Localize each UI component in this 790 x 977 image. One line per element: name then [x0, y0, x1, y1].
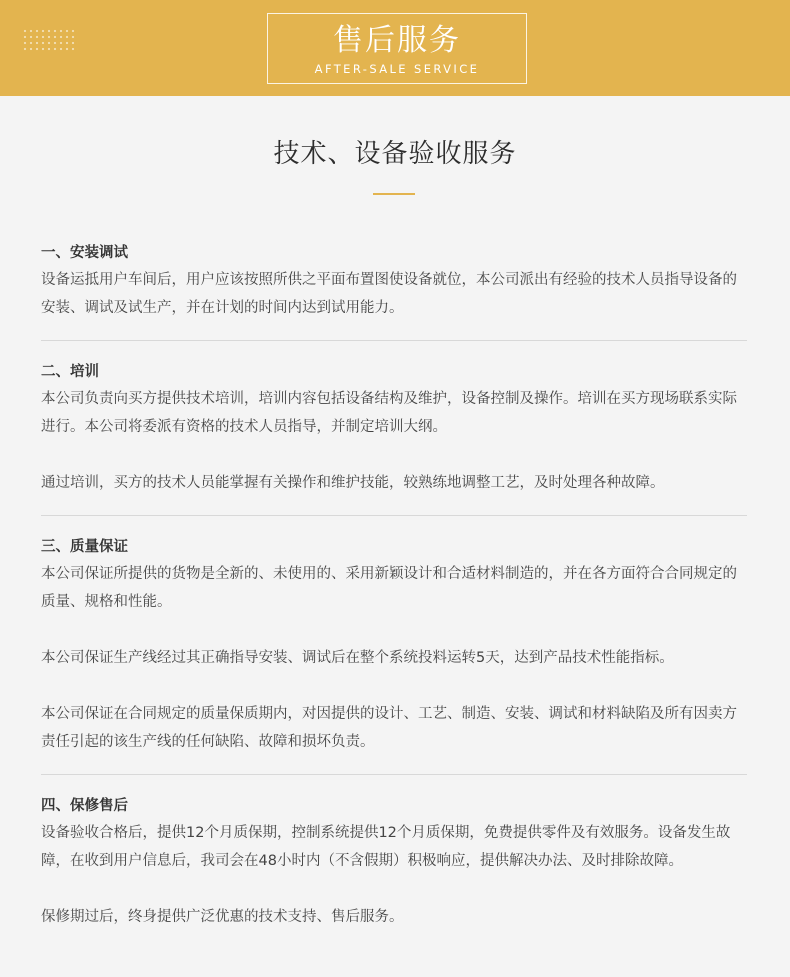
section-paragraph: 保修期过后，终身提供广泛优惠的技术支持、售后服务。	[41, 909, 404, 925]
section-warranty	[41, 774, 747, 949]
section-paragraph: 通过培训，买方的技术人员能掌握有关操作和维护技能，较熟练地调整工艺，及时处理各种故障。	[41, 475, 665, 491]
section-paragraph: 设备运抵用户车间后，用户应该按照所供之平面布置图使设备就位，本公司派出有经验的技术人员指导设备的安装、调试及试生产，并在计划的时间内达到试用能力。	[41, 272, 737, 316]
section-paragraph: 本公司保证生产线经过其正确指导安装、调试后在整个系统投料运转5天，达到产品技术性能指标。	[41, 650, 674, 666]
title-underline	[373, 193, 415, 195]
section-title: 一、安装调试	[41, 245, 128, 261]
section-paragraph: 本公司负责向买方提供技术培训，培训内容包括设备结构及维护，设备控制及操作。培训在买方现场联系实际进行。本公司将委派有资格的技术人员指导，并制定培训大纲。	[41, 391, 737, 435]
section-title: 二、培训	[41, 364, 99, 380]
section-training	[41, 340, 747, 515]
decorative-dots	[22, 28, 78, 52]
section-paragraph: 本公司保证在合同规定的质量保质期内，对因提供的设计、工艺、制造、安装、调试和材料缺陷及所有因卖方责任引起的该生产线的任何缺陷、故障和损坏负责。	[41, 706, 737, 750]
section-installation	[41, 240, 747, 340]
header-banner	[0, 0, 790, 96]
banner-subtitle: AFTER-SALE SERVICE	[314, 62, 480, 76]
section-paragraph: 设备验收合格后，提供12个月质保期，控制系统提供12个月质保期，免费提供零件及有效服务。设备发生故障，在收到用户信息后，我司会在48小时内（不含假期）积极响应，提供解决办法、及时排除故障。	[41, 825, 731, 869]
section-paragraph: 本公司保证所提供的货物是全新的、未使用的、采用新颖设计和合适材料制造的，并在各方面符合合同规定的质量、规格和性能。	[41, 566, 737, 610]
section-quality	[41, 515, 747, 774]
page-title: 技术、设备验收服务	[273, 139, 517, 169]
section-title: 三、质量保证	[41, 539, 128, 555]
section-title: 四、保修售后	[41, 798, 128, 814]
content	[41, 240, 747, 949]
banner-title-box	[267, 13, 527, 84]
banner-title: 售后服务	[333, 23, 461, 58]
